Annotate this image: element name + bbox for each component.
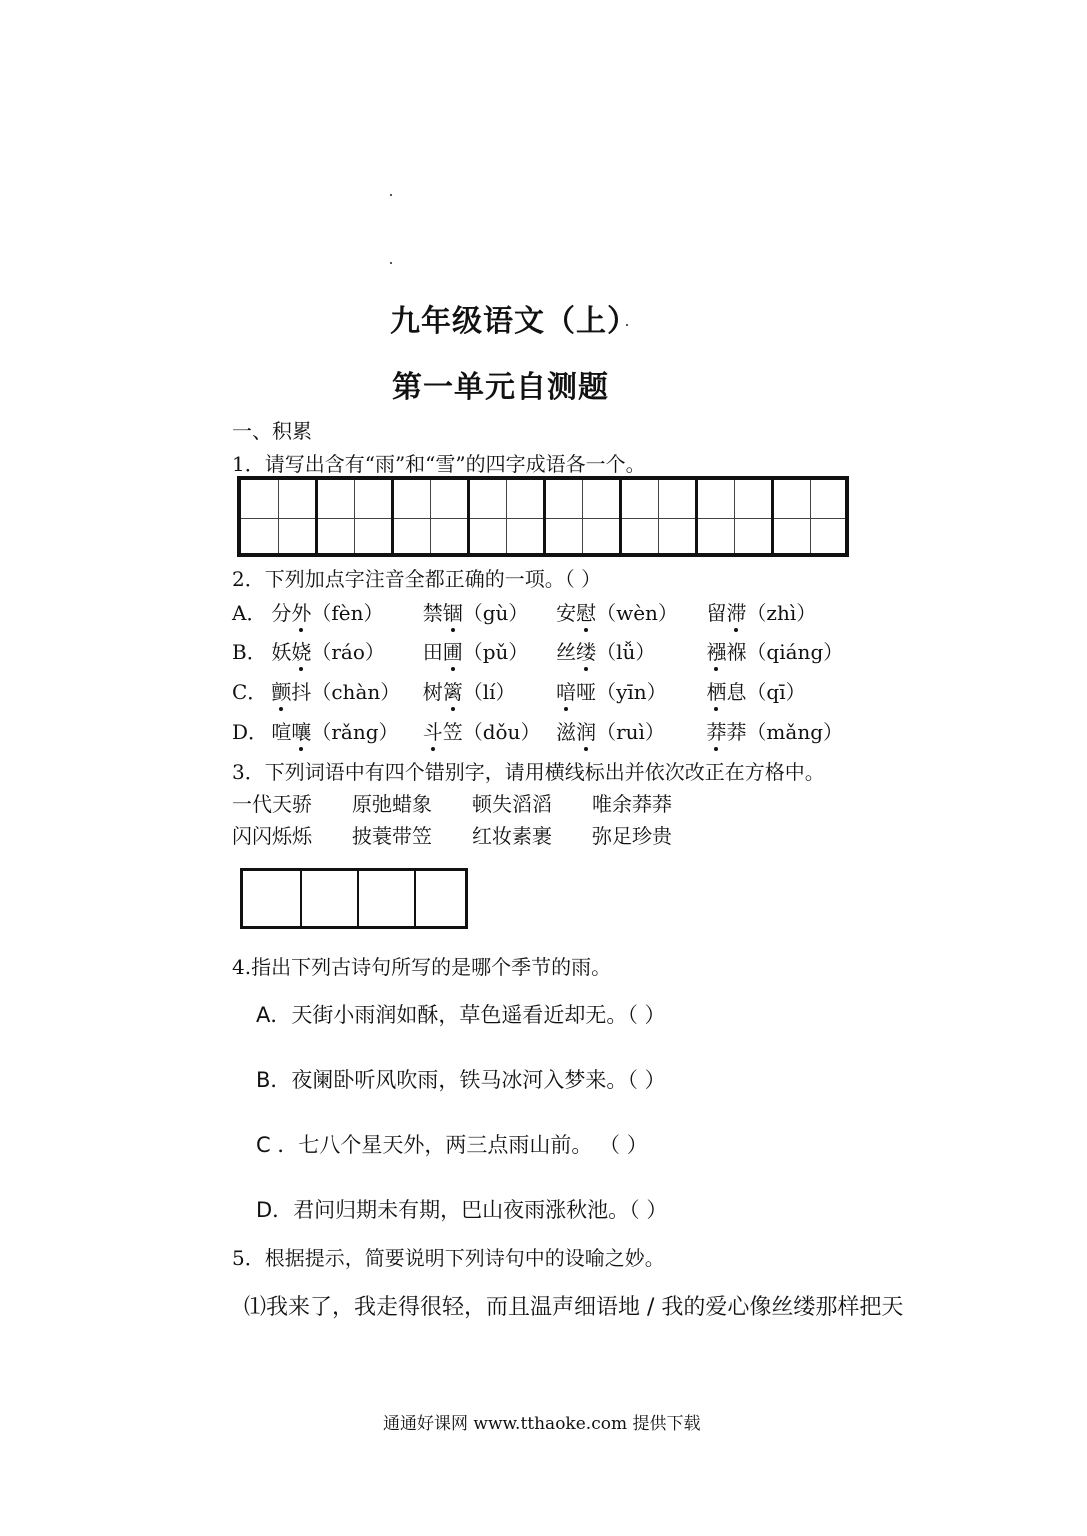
dotted-char: 莽 [706, 716, 726, 745]
option-word [423, 636, 463, 665]
word-char: 笠 [442, 720, 463, 744]
grid-word-separator [543, 480, 546, 553]
option-word [706, 716, 746, 745]
grid-word-separator [695, 480, 698, 553]
grid-cell-separator [357, 871, 359, 926]
word-char: 莽 [726, 720, 747, 744]
dotted-char: 娆 [291, 636, 311, 665]
dotted-char: 篱 [443, 676, 463, 705]
word-char: 抖 [291, 680, 312, 704]
word-char: 妖 [271, 640, 292, 664]
grid-word-separator [315, 480, 318, 553]
word-char: 滋 [556, 720, 577, 744]
q3-word: 闪闪烁烁 [232, 824, 312, 848]
word-char: 丝 [556, 640, 577, 664]
option-word [556, 636, 596, 665]
q2-option-d [232, 716, 843, 745]
q3-word: 原弛蜡象 [352, 792, 432, 816]
grid-cell-line [506, 480, 507, 553]
scan-speck [390, 262, 392, 264]
q5-line-1: ⑴我来了，我走得很轻，而且温声细语地 / 我的爱心像丝缕那样把天 [244, 1295, 904, 1320]
dotted-char: 喑 [556, 676, 576, 705]
q2-option-c [232, 676, 806, 705]
option-pinyin: （rǎng） [311, 720, 399, 744]
dotted-char: 缕 [576, 636, 596, 665]
dotted-char: 慰 [576, 597, 596, 626]
q4-option-a: A．天街小雨润如酥，草色遥看近却无。（ ） [256, 1003, 666, 1027]
option-word [556, 716, 596, 745]
word-char: 安 [556, 601, 577, 625]
option-label: D． [232, 720, 269, 744]
q2-option-a [232, 597, 816, 626]
option-word [706, 597, 746, 626]
option-pinyin: （gù） [462, 601, 529, 625]
grid-cell-line [582, 480, 583, 553]
word-char: 禁 [422, 601, 443, 625]
grid-cell-separator [300, 871, 302, 926]
option-pinyin: （lí） [462, 680, 516, 704]
word-char: 留 [706, 601, 727, 625]
grid-word-separator [391, 480, 394, 553]
option-word [706, 636, 746, 665]
option-label: B． [232, 640, 267, 664]
option-pinyin: （yīn） [596, 680, 667, 704]
q3-word: 顿失滔滔 [472, 792, 552, 816]
option-pinyin: （ruì） [596, 720, 665, 744]
grid-cell-line [810, 480, 811, 553]
q3-word: 唯余莽莽 [592, 792, 672, 816]
word-char: 哑 [576, 680, 597, 704]
grid-word-separator [619, 480, 622, 553]
q4-option-c: C ．七八个星天外，两三点雨山前。 （ ） [256, 1133, 648, 1157]
answer-grid-q3 [240, 868, 468, 929]
option-pinyin: （lǚ） [596, 640, 656, 664]
option-pinyin: （wèn） [596, 601, 678, 625]
option-word [423, 597, 463, 626]
dotted-char: 嚷 [291, 716, 311, 745]
word-char: 褓 [726, 640, 747, 664]
word-char: 田 [422, 640, 443, 664]
dotted-char: 外 [291, 597, 311, 626]
dotted-char: 滞 [726, 597, 746, 626]
q4-option-b: B．夜阑卧听风吹雨，铁马冰河入梦来。（ ） [256, 1068, 666, 1092]
option-word [271, 716, 311, 745]
option-word [556, 676, 596, 705]
grid-cell-line [734, 480, 735, 553]
grid-word-separator [771, 480, 774, 553]
option-word [271, 597, 311, 626]
word-char: 树 [422, 680, 443, 704]
question-1: 1．请写出含有“雨”和“雪”的四字成语各一个。 [232, 452, 646, 476]
grid-cell-line [278, 480, 279, 553]
q3-word: 一代天骄 [232, 792, 312, 816]
option-word [423, 676, 463, 705]
option-word [706, 676, 746, 705]
option-word [556, 597, 596, 626]
dotted-char: 颤 [271, 676, 291, 705]
word-char: 息 [726, 680, 747, 704]
grid-cell-line [430, 480, 431, 553]
option-pinyin: （ráo） [311, 640, 385, 664]
option-word [271, 636, 311, 665]
q3-word: 红妆素裹 [472, 824, 552, 848]
option-pinyin: （chàn） [311, 680, 401, 704]
q4-option-d: D．君问归期未有期，巴山夜雨涨秋池。（ ） [256, 1198, 668, 1222]
question-2: 2．下列加点字注音全都正确的一项。（ ） [232, 567, 602, 591]
option-pinyin: （pǔ） [462, 640, 529, 664]
dotted-char: 斗 [423, 716, 443, 745]
option-label: C． [232, 680, 268, 704]
word-char: 分 [271, 601, 292, 625]
q3-word: 弥足珍贵 [592, 824, 672, 848]
page-subtitle: 第一单元自测题 [392, 370, 609, 405]
dotted-char: 栖 [706, 676, 726, 705]
option-pinyin: （qī） [746, 680, 806, 704]
dotted-char: 圃 [443, 636, 463, 665]
grid-cell-separator [414, 871, 416, 926]
word-char: 喧 [271, 720, 292, 744]
option-pinyin: （dǒu） [462, 720, 541, 744]
page-title: 九年级语文（上） [390, 304, 638, 339]
question-4: 4.指出下列古诗句所写的是哪个季节的雨。 [232, 955, 612, 979]
option-label: A． [232, 601, 267, 625]
scan-speck [390, 194, 392, 196]
option-word [423, 716, 463, 745]
option-pinyin: （zhì） [746, 601, 817, 625]
question-5: 5．根据提示，简要说明下列诗句中的设喻之妙。 [232, 1246, 665, 1270]
dotted-char: 锢 [443, 597, 463, 626]
grid-cell-line [658, 480, 659, 553]
answer-grid-q1 [237, 476, 849, 557]
section-heading: 一、积累 [232, 419, 312, 443]
dotted-char: 襁 [706, 636, 726, 665]
option-pinyin: （qiáng） [746, 640, 844, 664]
option-word [271, 676, 311, 705]
q3-word: 披蓑带笠 [352, 824, 432, 848]
option-pinyin: （fèn） [311, 601, 384, 625]
q2-option-b [232, 636, 843, 665]
dotted-char: 润 [576, 716, 596, 745]
option-pinyin: （mǎng） [746, 720, 844, 744]
page-footer: 通通好课网 www.tthaoke.com 提供下载 [383, 1414, 701, 1434]
grid-cell-line [354, 480, 355, 553]
grid-word-separator [467, 480, 470, 553]
question-3: 3．下列词语中有四个错别字，请用横线标出并依次改正在方格中。 [232, 760, 825, 784]
